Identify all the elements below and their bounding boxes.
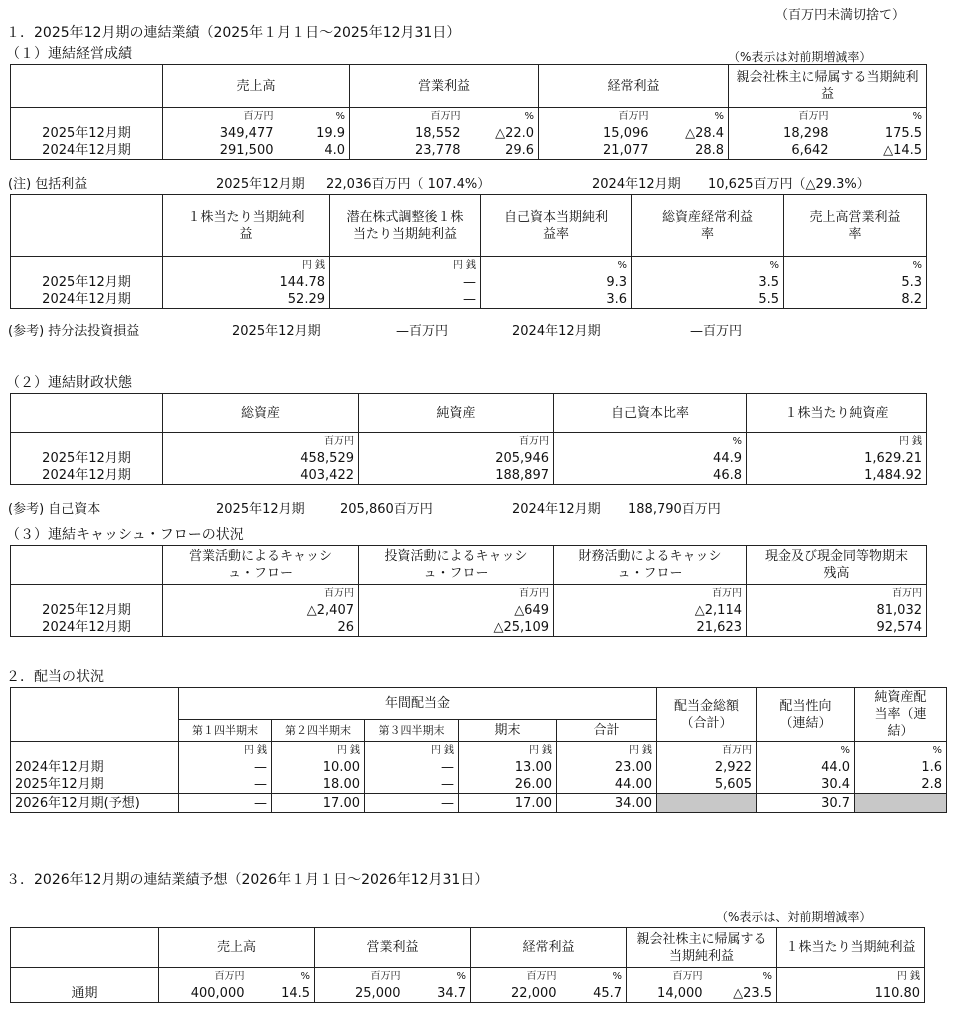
forecast-header-net-profit: 親会社株主に帰属する当期純利益 [627,928,777,968]
header-operating-margin: 売上高営業利益率 [784,195,927,257]
header-doe: 純資産配当率（連結） [855,688,947,742]
header-sales: 売上高 [163,65,350,108]
equity-ref-period1: 2025年12月期 [216,502,305,517]
cell: 1,484.92 [747,467,927,485]
unit-cell: % [554,433,747,451]
cell: 403,422 [163,467,359,485]
section1-title: １．2025年12月期の連結業績（2025年１月１日～2025年12月31日） [6,25,461,41]
row-label: 2024年12月期 [11,142,163,160]
unit-cell: 百万円 [163,585,359,603]
unit-cell: % [784,257,927,275]
cell: — [365,794,459,813]
header-operating-cf: 営業活動によるキャッシュ・フロー [163,546,359,585]
row-label: 2025年12月期 [11,274,163,291]
cell: 4.0 [278,142,350,160]
header-diluted-eps: 潜在株式調整後１株当たり当期純利益 [330,195,481,257]
cell: 3.6 [481,291,632,309]
forecast-header-ordinary-profit: 経常利益 [471,928,627,968]
forecast-header-sales: 売上高 [159,928,315,968]
unit-cell: 百万円 [657,742,757,760]
row-label: 2026年12月期(予想) [11,794,179,813]
cell: 17.00 [272,794,365,813]
unit-cell: 百万円 [618,111,649,122]
cell: — [330,274,481,291]
unit-cell: 円 銭 [747,433,927,451]
cell: — [365,776,459,794]
unit-cell: 百万円 [554,585,747,603]
cell: 34.00 [557,794,657,813]
header-total: 合計 [557,720,657,742]
cell: 144.78 [163,274,330,291]
cell: △2,407 [163,602,359,619]
equity-method-value1: —百万円 [396,324,449,339]
header-ordinary-profit: 経常利益 [539,65,729,108]
table-row [11,776,947,794]
cell: 21,077 [539,142,653,160]
unit-cell: 円 銭 [330,257,481,275]
header-eps: １株当たり当期純利益 [163,195,330,257]
unit-cell: % [757,742,855,760]
cell: △22.0 [465,125,539,142]
cell: — [179,776,272,794]
cell: 14.5 [249,985,315,1003]
cell: 23.00 [557,759,657,776]
unit-cell: 百万円 [243,111,274,122]
cell: △14.5 [833,142,927,160]
cell: 1.6 [855,759,947,776]
cell: 23,778 [350,142,465,160]
unit-cell: % [632,257,784,275]
unit-cell: 円 銭 [163,257,330,275]
header-cash-balance: 現金及び現金同等物期末残高 [747,546,927,585]
forecast-header-operating-profit: 営業利益 [315,928,471,968]
equity-ref-label: (参考) 自己資本 [8,502,101,517]
pct-note: （%表示は対前期増減率） [728,50,872,64]
section3-title: （３）連結キャッシュ・フローの状況 [6,527,244,543]
cell: △23.5 [707,985,777,1003]
forecast-header-eps: １株当たり当期純利益 [777,928,925,968]
table-row [11,759,947,776]
header-net-profit: 親会社株主に帰属する当期純利益 [729,65,927,108]
table-row [11,602,927,619]
equity-method-period2: 2024年12月期 [512,324,601,339]
table-row [11,142,927,160]
cell: 17.00 [459,794,557,813]
table-row [11,985,925,1003]
cell: △25,109 [359,619,554,637]
cell: 2.8 [855,776,947,794]
cell: 400,000 [159,985,249,1003]
cell: 1,629.21 [747,450,927,467]
cell: 18.00 [272,776,365,794]
header-annual-dividend: 年間配当金 [179,688,657,720]
cell: 205,946 [359,450,554,467]
header-payout-ratio: 配当性向（連結） [757,688,855,742]
cell: — [365,759,459,776]
table-row [11,619,927,637]
cell: 15,096 [603,126,649,141]
header-roa: 総資産経常利益率 [632,195,784,257]
header-total-dividend: 配当金総額（合計） [657,688,757,742]
table-row [11,450,927,467]
equity-ref-value1: 205,860百万円 [340,502,433,517]
unit-cell: % [249,968,315,986]
unit-cell: 円 銭 [272,742,365,760]
unit-cell: 百万円 [359,585,554,603]
header-total-assets: 総資産 [163,394,359,433]
unit-cell: % [405,968,471,986]
unit-cell: 百万円 [430,111,461,122]
equity-ref-value2: 188,790百万円 [628,502,721,517]
forecast-title: ３．2026年12月期の連結業績予想（2026年１月１日～2026年12月31日） [6,872,489,888]
header-q1: 第１四半期末 [179,720,272,742]
dividend-table [10,687,947,813]
header-investing-cf: 投資活動によるキャッシュ・フロー [359,546,554,585]
cell: 19.9 [278,125,350,142]
header-roe: 自己資本当期純利益率 [481,195,632,257]
row-label: 2025年12月期 [11,125,163,142]
cell: 92,574 [747,619,927,637]
cell: — [179,794,272,813]
header-year-end: 期末 [459,720,557,742]
cell: — [330,291,481,309]
cell: 30.7 [757,794,855,813]
table-row [11,291,927,309]
financial-position-table [10,393,927,485]
unit-cell: 百万円 [370,971,401,982]
unit-note: （百万円未満切捨て） [775,8,906,23]
row-label: 2025年12月期 [11,450,163,467]
cell: 14,000 [627,985,707,1003]
cell: 44.0 [757,759,855,776]
cell: 8.2 [784,291,927,309]
cell: 26.00 [459,776,557,794]
header-equity-ratio: 自己資本比率 [554,394,747,433]
cell: 28.8 [653,142,729,160]
header-financing-cf: 財務活動によるキャッシュ・フロー [554,546,747,585]
cell: 5.5 [632,291,784,309]
cell: 5,605 [657,776,757,794]
unit-cell: 円 銭 [179,742,272,760]
cell: 45.7 [561,985,627,1003]
cell: 5.3 [784,274,927,291]
unit-cell: % [481,257,632,275]
cell: 29.6 [465,142,539,160]
cell: 188,897 [359,467,554,485]
cell: 25,000 [315,985,405,1003]
cell: △2,114 [554,602,747,619]
unit-cell: 円 銭 [777,968,925,986]
comprehensive-income-label: (注) 包括利益 [8,177,88,192]
cell: 9.3 [481,274,632,291]
cell: 46.8 [554,467,747,485]
header-q3: 第３四半期末 [365,720,459,742]
unit-cell: 百万円 [798,111,829,122]
unit-cell: % [707,968,777,986]
unit-cell: % [653,108,729,126]
comprehensive-income-period1: 2025年12月期 [216,177,305,192]
operating-results-table [10,64,927,160]
cell: 175.5 [833,125,927,142]
header-net-assets: 純資産 [359,394,554,433]
unit-cell: % [465,108,539,126]
cash-flow-table [10,545,927,637]
comprehensive-income-value1: 22,036百万円（ 107.4%） [326,177,491,192]
cell-shaded [855,794,947,813]
unit-cell: 百万円 [526,971,557,982]
row-label: 2025年12月期 [11,776,179,794]
cell: △28.4 [653,125,729,142]
unit-cell: 百万円 [747,585,927,603]
unit-cell: 百万円 [163,433,359,451]
cell: 22,000 [471,985,561,1003]
row-label: 2024年12月期 [11,619,163,637]
cell: 458,529 [163,450,359,467]
row-label: 2025年12月期 [11,602,163,619]
cell: 21,623 [554,619,747,637]
cell: 18,552 [415,126,461,141]
unit-cell: % [855,742,947,760]
unit-cell: % [833,108,927,126]
row-label: 2024年12月期 [11,291,163,309]
table-row [11,794,947,813]
cell: 30.4 [757,776,855,794]
cell: 10.00 [272,759,365,776]
table-row [11,467,927,485]
cell: 349,477 [219,126,274,141]
per-share-table [10,194,927,309]
header-q2: 第２四半期末 [272,720,365,742]
cell: 110.80 [777,985,925,1003]
equity-method-value2: —百万円 [690,324,743,339]
cell: 44.00 [557,776,657,794]
dividend-title: ２．配当の状況 [6,669,104,685]
cell: 34.7 [405,985,471,1003]
cell: 13.00 [459,759,557,776]
row-label: 通期 [11,985,159,1003]
equity-method-period1: 2025年12月期 [232,324,321,339]
unit-cell: 百万円 [359,433,554,451]
section2-title: （２）連結財政状態 [6,375,132,391]
cell: 3.5 [632,274,784,291]
cell: 6,642 [729,142,833,160]
forecast-pct-note: （%表示は、対前期増減率） [716,910,872,924]
cell: 291,500 [163,142,278,160]
unit-cell: 百万円 [672,971,703,982]
cell: 52.29 [163,291,330,309]
row-label: 2024年12月期 [11,467,163,485]
cell: 18,298 [783,126,829,141]
comprehensive-income-value2: 10,625百万円（△29.3%） [708,177,870,192]
cell: 81,032 [747,602,927,619]
table-row [11,125,927,142]
unit-cell: 円 銭 [459,742,557,760]
unit-cell: 円 銭 [365,742,459,760]
comprehensive-income-period2: 2024年12月期 [592,177,681,192]
cell: △649 [359,602,554,619]
unit-cell: % [278,108,350,126]
row-label: 2024年12月期 [11,759,179,776]
cell: 26 [163,619,359,637]
header-bps: １株当たり純資産 [747,394,927,433]
cell: — [179,759,272,776]
section1-sub-title: （１）連結経営成績 [6,46,132,62]
table-row [11,274,927,291]
unit-cell: 百万円 [214,971,245,982]
cell: 2,922 [657,759,757,776]
header-operating-profit: 営業利益 [350,65,539,108]
cell-shaded [657,794,757,813]
unit-cell: % [561,968,627,986]
cell: 44.9 [554,450,747,467]
equity-ref-period2: 2024年12月期 [512,502,601,517]
forecast-table [10,927,925,1003]
unit-cell: 円 銭 [557,742,657,760]
equity-method-label: (参考) 持分法投資損益 [8,324,140,339]
